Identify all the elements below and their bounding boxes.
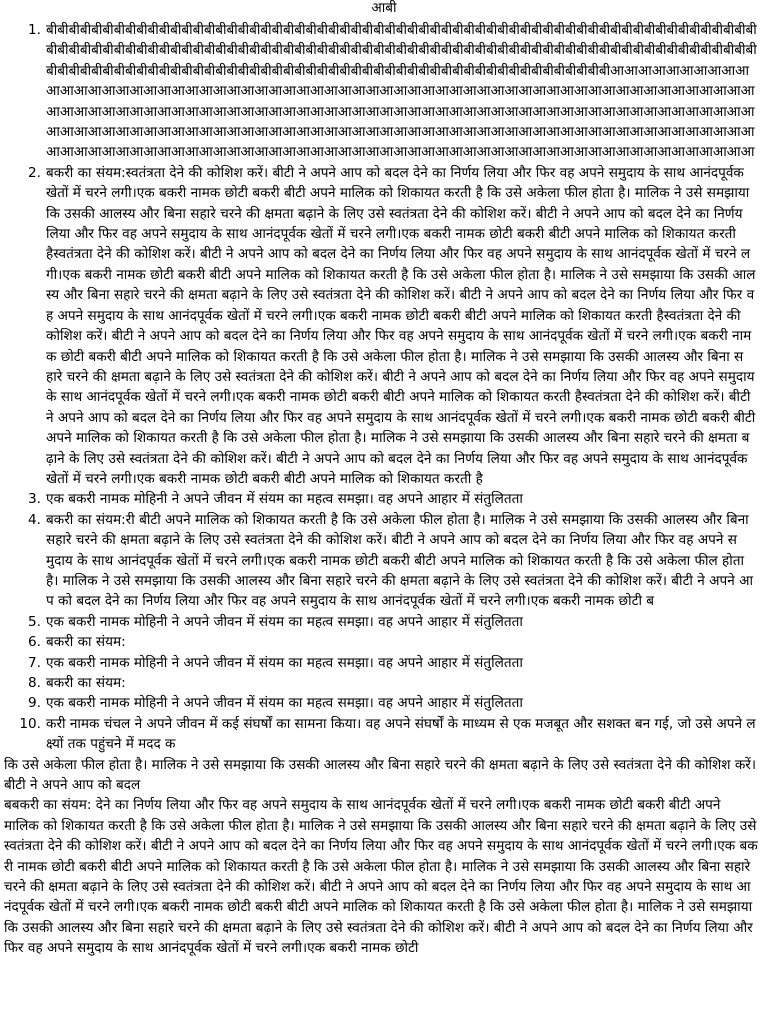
tail-paragraph: कि उसे अकेला फील होता है। मालिक ने उसे समझाया कि उसकी आलस्य और बिना सहारे चरने की क्षमता बढ़ाने के लिए उसे स्वतंत्रता देने की कोशिश करें। बीटी ने अपने आप को बदल: [4, 756, 756, 794]
list-item-number: 4.: [28, 511, 41, 528]
list-item-number: 2.: [28, 164, 41, 181]
list-item-number: 7.: [28, 654, 41, 671]
list-item: [28, 163, 758, 490]
list-item-text: बकरी का संयम:री बीटी अपने मालिक को शिकायत करती है कि उसे अकेला फील होता है। मालिक ने उसे समझाया कि उसकी आलस्य और बिना सहारे चरने की क्षमता बढ़ाने के लिए उसे स्वतंत्रता देने की कोशिश करें। बीटी ने अपने आप को बदल देने का निर्णय लिया और फिर वह अपने समुदाय के साथ आनंदपूर्वक खेतों में चरने लगी।एक बकरी नामक छोटी बकरी बीटी अपने मालिक को शिकायत करती है कि उसे अकेला फील होता है। मालिक ने उसे समझाया कि उसकी आलस्य और बिना सहारे चरने की क्षमता बढ़ाने के लिए उसे स्वतंत्रता देने की कोशिश करें। बीटी ने अपने आप को बदल देने का निर्णय लिया और फिर वह अपने समुदाय के साथ आनंदपूर्वक खेतों में चरने लगी।एक बकरी नामक छोटी ब: [46, 511, 754, 610]
list-item: [28, 693, 758, 713]
list-item: [28, 489, 758, 509]
list-item-text: एक बकरी नामक मोहिनी ने अपने जीवन में संयम का महत्व समझा। वह अपने आहार में संतुलितता: [46, 654, 523, 671]
document-title: आबी: [371, 0, 397, 16]
list-item-text: करी नामक चंचल ने अपने जीवन में कई संघर्षों का सामना किया। वह अपने संघर्षों के माध्यम से एक मजबूत और सशक्त बन गई, जो उसे अपने लक्ष्यों तक पहुंचने में मदद क: [46, 715, 756, 753]
list-item-text: एक बकरी नामक मोहिनी ने अपने जीवन में संयम का महत्व समझा। वह अपने आहार में संतुलितता: [46, 491, 523, 508]
numbered-list: [0, 20, 768, 755]
list-item-number: 10.: [19, 715, 41, 732]
list-item-number: 6.: [28, 634, 41, 651]
list-item: [28, 20, 758, 163]
list-item-text: बकरी का संयम:: [46, 675, 126, 691]
list-item: [28, 612, 758, 632]
list-item-number: 5.: [28, 613, 41, 630]
list-item-text: बकरी का संयम:स्वतंत्रता देने की कोशिश करें। बीटी ने अपने आप को बदल देने का निर्णय लिया और फिर वह अपने समुदाय के साथ आनंदपूर्वक खेतों में चरने लगी।एक बकरी नामक छोटी बकरी बीटी अपने मालिक को शिकायत करती है कि उसे अकेला फील होता है। मालिक ने उसे समझाया कि उसकी आलस्य और बिना सहारे चरने की क्षमता बढ़ाने के लिए उसे स्वतंत्रता देने की कोशिश करें। बीटी ने अपने आप को बदल देने का निर्णय लिया और फिर वह अपने समुदाय के साथ आनंदपूर्वक खेतों में चरने लगी।एक बकरी नामक छोटी बकरी बीटी अपने मालिक को शिकायत करती हैस्वतंत्रता देने की कोशिश करें। बीटी ने अपने आप को बदल देने का निर्णय लिया और फिर वह अपने समुदाय के साथ आनंदपूर्वक खेतों में चरने लगी।एक बकरी नामक छोटी बकरी बीटी अपने मालिक को शिकायत करती है कि उसे अकेला फील होता है। मालिक ने उसे समझाया कि उसकी आलस्य और बिना सहारे चरने की क्षमता बढ़ाने के लिए उसे स्वतंत्रता देने की कोशिश करें। बीटी ने अपने आप को बदल देने का निर्णय लिया और फिर वह अपने समुदाय के साथ आनंदपूर्वक खेतों में चरने लगी।एक बकरी नामक छोटी बकरी बीटी अपने मालिक को शिकायत करती हैस्वतंत्रता देने की कोशिश करें। बीटी ने अपने आप को बदल देने का निर्णय लिया और फिर वह अपने समुदाय के साथ आनंदपूर्वक खेतों में चरने लगी।एक बकरी नामक छोटी बकरी बीटी अपने मालिक को शिकायत करती है कि उसे अकेला फील होता है। मालिक ने उसे समझाया कि उसकी आलस्य और बिना सहारे चरने की क्षमता बढ़ाने के लिए उसे स्वतंत्रता देने की कोशिश करें। बीटी ने अपने आप को बदल देने का निर्णय लिया और फिर वह अपने समुदाय के साथ आनंदपूर्वक खेतों में चरने लगी।एक बकरी नामक छोटी बकरी बीटी अपने मालिक को शिकायत करती हैस्वतंत्रता देने की कोशिश करें। बीटी ने अपने आप को बदल देने का निर्णय लिया और फिर वह अपने समुदाय के साथ आनंदपूर्वक खेतों में चरने लगी।एक बकरी नामक छोटी बकरी बीटी अपने मालिक को शिकायत करती है कि उसे अकेला फील होता है। मालिक ने उसे समझाया कि उसकी आलस्य और बिना सहारे चरने की क्षमता बढ़ाने के लिए उसे स्वतंत्रता देने की कोशिश करें। बीटी ने अपने आप को बदल देने का निर्णय लिया और फिर वह अपने समुदाय के साथ आनंदपूर्वक खेतों में चरने लगी।एक बकरी नामक छोटी बकरी बीटी अपने मालिक को शिकायत करती है: [46, 164, 756, 487]
list-item-number: 1.: [28, 22, 41, 38]
list-item-number: 8.: [28, 675, 41, 691]
list-item-text: एक बकरी नामक मोहिनी ने अपने जीवन में संयम का महत्व समझा। वह अपने आहार में संतुलितता: [46, 613, 523, 630]
list-item-text: एक बकरी नामक मोहिनी ने अपने जीवन में संयम का महत्व समझा। वह अपने आहार में संतुलितता: [46, 695, 523, 712]
list-item: [28, 632, 758, 652]
list-item-text: बीबीबीबीबीबीबीबीबीबीबीबीबीबीबीबीबीबीबीबीबीबीबीबीबीबीबीबीबीबीबीबीबीबीबीबीबीबीबीबीबीबीबीबीबीबीबीबीबीबीबीबीबीबीबीबीबीबीबीबीबीबीबीबीबीबीबीबीबीबीबीबीबीबीबीबीबीबीबीबीबीबीबीबीबीबीबीबीबीबीबीबीबीबीबीबीबीबीबीबीबीबीबीबीबीबीबीबीबीबीबीबीबीबीबीबीबीबीबीबीबीबीबीबीबीबीबीबीबीबीबीबीबीबीबीबीबीबीबीबीबीबीबीबीबीबीबीबीबीबीबीबीबीबीबीबीबीबीबीबीबीबीबीबीबीबीबीबीबीबीबीबीबीबीबीबीआआआआआआआआआआआआआआआआआआआआआआआआआआआआआआआआआआआआआआआआआआआआआआआआआआआआआआआआआआआआआआआआआआआआआआआआआआआआआआआआआआआआआआआआआआआआआआआआआआआआआआआआआआआआआआआआआआआआआआआआआआआआआआआआआआआआआआआआआआआआआआआआआआआआआआआआआआआआआआआआआआआआआआआआआआआआआआआआआआआआआआआआआआआआआआआआआआआआआआआआआआआआआआआआआआआआआआ: [46, 22, 757, 161]
list-item: [19, 714, 758, 755]
list-item-text: बकरी का संयम:: [46, 634, 126, 651]
list-item-number: 9.: [28, 695, 41, 712]
list-item: [28, 653, 758, 673]
list-item: [28, 673, 758, 693]
list-item: [28, 510, 758, 612]
list-item-number: 3.: [28, 491, 41, 508]
tail-paragraph: बबकरी का संयम: देने का निर्णय लिया और फिर वह अपने समुदाय के साथ आनंदपूर्वक खेतों में चरने लगी।एक बकरी नामक छोटी बकरी बीटी अपने मालिक को शिकायत करती है कि उसे अकेला फील होता है। मालिक ने उसे समझाया कि उसकी आलस्य और बिना सहारे चरने की क्षमता बढ़ाने के लिए उसे स्वतंत्रता देने की कोशिश करें। बीटी ने अपने आप को बदल देने का निर्णय लिया और फिर वह अपने समुदाय के साथ आनंदपूर्वक खेतों में चरने लगी।एक बकरी नामक छोटी बकरी बीटी अपने मालिक को शिकायत करती है कि उसे अकेला फील होता है। मालिक ने उसे समझाया कि उसकी आलस्य और बिना सहारे चरने की क्षमता बढ़ाने के लिए उसे स्वतंत्रता देने की कोशिश करें। बीटी ने अपने आप को बदल देने का निर्णय लिया और फिर वह अपने समुदाय के साथ आनंदपूर्वक खेतों में चरने लगी।एक बकरी नामक छोटी बकरी बीटी अपने मालिक को शिकायत करती है कि उसे अकेला फील होता है। मालिक ने उसे समझाया कि उसकी आलस्य और बिना सहारे चरने की क्षमता बढ़ाने के लिए उसे स्वतंत्रता देने की कोशिश करें। बीटी ने अपने आप को बदल देने का निर्णय लिया और फिर वह अपने समुदाय के साथ आनंदपूर्वक खेतों में चरने लगी।एक बकरी नामक छोटी: [4, 797, 758, 957]
